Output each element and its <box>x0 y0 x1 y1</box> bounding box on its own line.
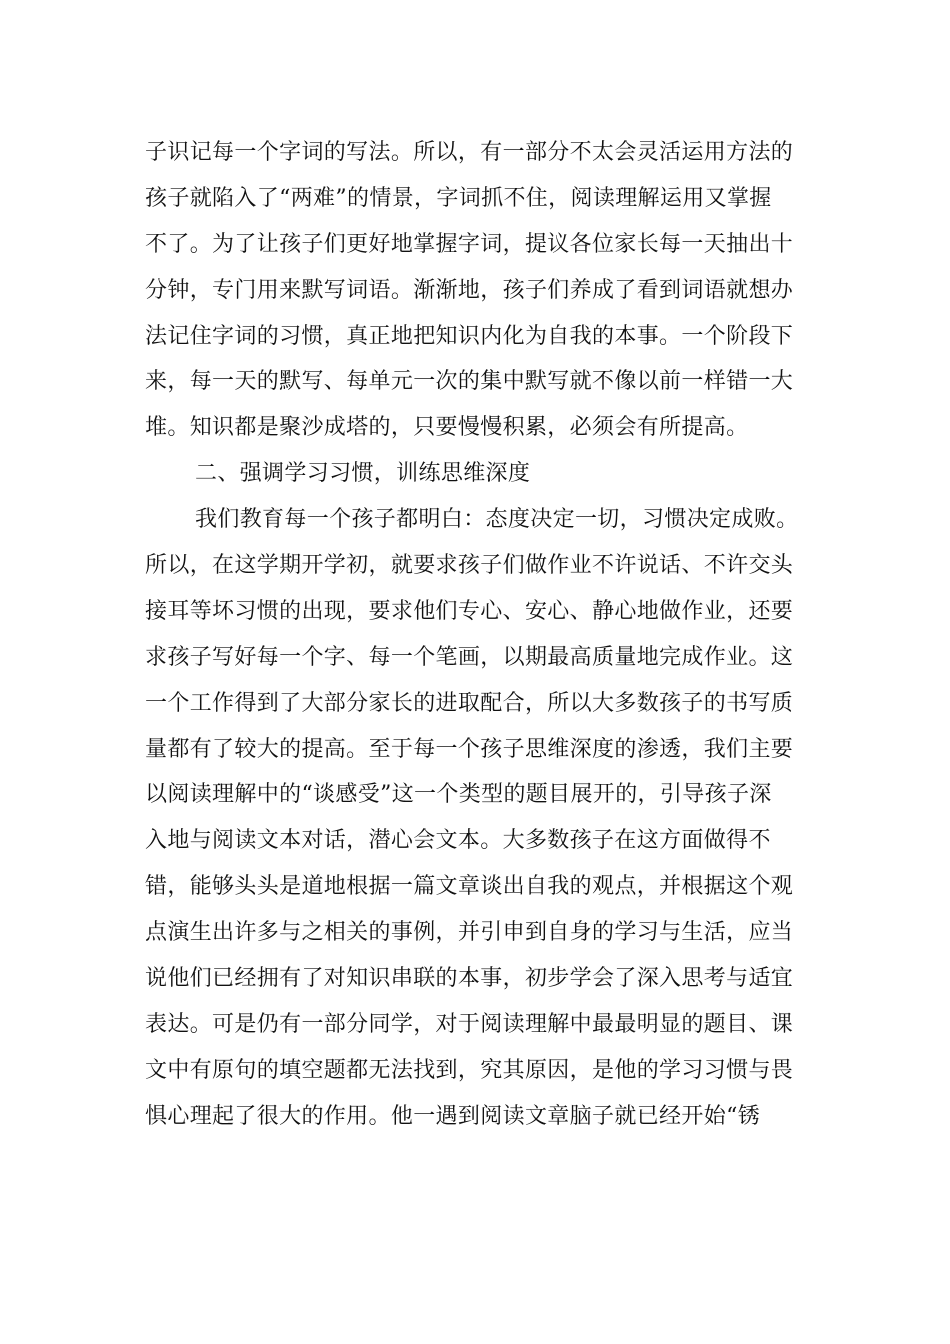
text-line: 量都有了较大的提高。至于每一个孩子思维深度的渗透，我们主要 <box>145 736 794 762</box>
text-line: 孩子就陷入了“两难”的情景，字词抓不住，阅读理解运用又掌握 <box>145 185 772 211</box>
text-line: 求孩子写好每一个字、每一个笔画，以期最高质量地完成作业。这 <box>145 644 794 670</box>
text-line: 接耳等坏习惯的出现，要求他们专心、安心、静心地做作业，还要 <box>145 598 794 624</box>
text-line: 说他们已经拥有了对知识串联的本事，初步学会了深入思考与适宜 <box>145 966 794 992</box>
text-line: 文中有原句的填空题都无法找到，究其原因，是他的学习习惯与畏 <box>145 1057 794 1083</box>
text-line: 惧心理起了很大的作用。他一遇到阅读文章脑子就已经开始“锈 <box>145 1103 761 1129</box>
text-line: 所以，在这学期开学初，就要求孩子们做作业不许说话、不许交头 <box>145 553 794 579</box>
text-line: 分钟，专门用来默写词语。渐渐地，孩子们养成了看到词语就想办 <box>145 277 794 303</box>
text-line: 法记住字词的习惯，真正地把知识内化为自我的本事。一个阶段下 <box>145 323 794 349</box>
text-line: 点演生出许多与之相关的事例，并引申到自身的学习与生活，应当 <box>145 920 794 946</box>
text-line: 以阅读理解中的“谈感受”这一个类型的题目展开的，引导孩子深 <box>145 782 772 808</box>
text-line: 子识记每一个字词的写法。所以，有一部分不太会灵活运用方法的 <box>145 140 794 165</box>
text-line: 入地与阅读文本对话，潜心会文本。大多数孩子在这方面做得不 <box>145 828 771 854</box>
document-body <box>145 132 815 1142</box>
text-line: 一个工作得到了大部分家长的进取配合，所以大多数孩子的书写质 <box>145 690 794 716</box>
text-line: 堆。知识都是聚沙成塔的，只要慢慢积累，必须会有所提高。 <box>145 415 749 441</box>
text-line: 错，能够头头是道地根据一篇文章谈出自我的观点，并根据这个观 <box>145 874 794 900</box>
text-line: 不了。为了让孩子们更好地掌握字词，提议各位家长每一天抽出十 <box>145 231 794 257</box>
text-line: 来，每一天的默写、每单元一次的集中默写就不像以前一样错一大 <box>145 369 794 395</box>
text-line: 表达。可是仍有一部分同学，对于阅读理解中最最明显的题目、课 <box>145 1011 794 1037</box>
paragraph-first-line: 我们教育每一个孩子都明白：态度决定一切，习惯决定成败。 <box>195 507 799 533</box>
section-heading: 二、强调学习习惯，训练思维深度 <box>195 461 531 487</box>
